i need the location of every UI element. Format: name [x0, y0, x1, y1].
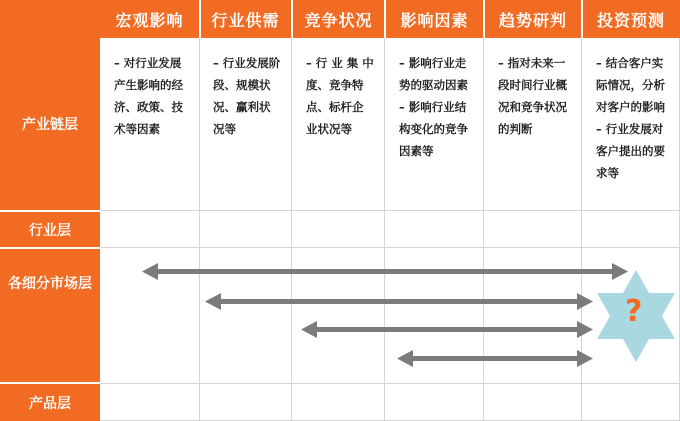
description-trend: – 指对未来一 段时间行业概 况和竞争状况 的判断 — [498, 56, 567, 136]
row-label-segment-market: 各细分市场层 — [0, 249, 100, 382]
row-label-product: 产品层 — [0, 384, 100, 421]
header-competition: 竞争状况 — [292, 0, 385, 38]
question-mark: ? — [625, 294, 643, 329]
description-supply-demand: – 行业发展阶 段、规模状 况、赢利状 况等 — [213, 56, 281, 136]
description-macro-impact: – 对行业发展 产生影响的经 济、政策、技 术等因素 — [114, 56, 183, 136]
header-macro-impact: 宏观影响 — [100, 0, 199, 38]
double-arrow-1 — [142, 263, 628, 280]
description-factors: – 影响行业走 势的驱动因素 – 影响行业结 构变化的竞争 因素等 — [399, 56, 468, 158]
header-investment: 投资预测 — [582, 0, 680, 38]
description-competition: – 行 业 集 中 度、竞争特 点、标杆企 业状况等 — [306, 56, 374, 136]
double-arrow-2 — [205, 293, 593, 310]
header-supply-demand: 行业供需 — [199, 0, 292, 38]
row-label-industry: 行业层 — [0, 212, 100, 247]
header-factors: 影响因素 — [385, 0, 484, 38]
double-arrow-4 — [397, 350, 593, 367]
double-arrow-3 — [301, 321, 593, 338]
row-label-industry-chain: 产业链层 — [0, 38, 100, 210]
description-investment: – 结合客户实 际情况，分析 对客户的影响 – 行业发展对 客户提出的要 求等 — [596, 56, 665, 180]
header-trend: 趋势研判 — [484, 0, 582, 38]
